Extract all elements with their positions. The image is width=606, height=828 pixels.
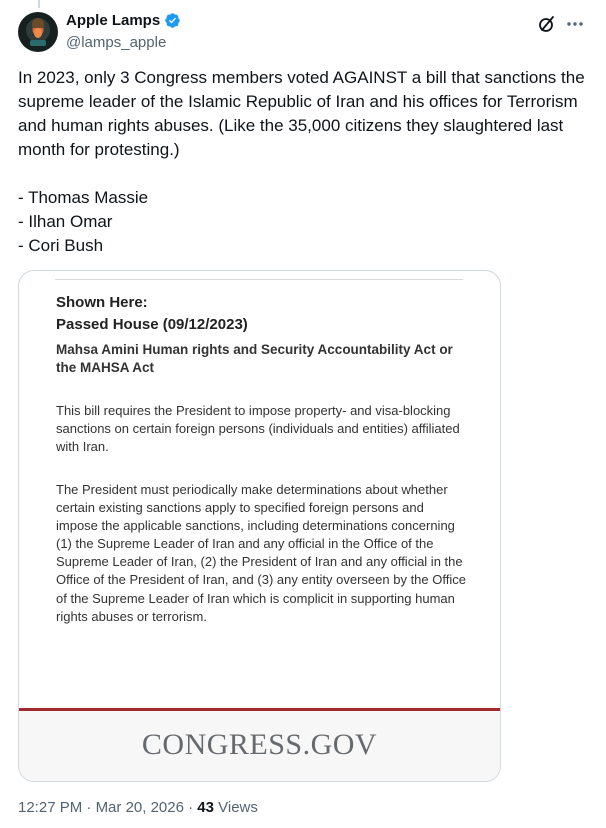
avatar[interactable]	[18, 12, 58, 52]
tweet-time[interactable]: 12:27 PM	[18, 799, 83, 816]
more-icon[interactable]	[565, 14, 585, 34]
tweet-text: In 2023, only 3 Congress members voted AGAINST a bill that sanctions the supreme leader of the Islamic Republic of Iran and his offices for Terrorism and human rights abuses. (Like the 35,000 citizens they slaughtered last month for protesting.) - Thomas Massie - Ilhan Omar - Cori Bush	[18, 68, 585, 255]
card-summary-paragraph-1: This bill requires the President to impose property- and visa-blocking sanctions on certain foreign persons (individuals and entities) affiliated with Iran.	[56, 403, 460, 454]
lamp-glow-shape	[34, 28, 42, 38]
lamp-shade-shape	[32, 18, 44, 28]
name-row	[66, 12, 181, 29]
lamp-base-shape	[30, 40, 46, 46]
attached-image-card[interactable]	[18, 270, 501, 782]
card-passed-house: Passed House (09/12/2023)	[56, 316, 248, 333]
tweet-header	[0, 0, 606, 64]
congress-gov-logo: CONGRESS.GOV	[141, 728, 378, 761]
meta-separator-2: ·	[183, 799, 198, 816]
card-act-title: Mahsa Amini Human rights and Security Accountability Act or the MAHSA Act	[56, 342, 453, 375]
views-count[interactable]: 43	[197, 799, 214, 816]
tweet-meta	[18, 799, 258, 816]
tweet-date[interactable]: Mar 20, 2026	[95, 799, 184, 816]
meta-separator: ·	[82, 799, 96, 816]
card-top-divider	[55, 279, 463, 280]
display-name[interactable]: Apple Lamps	[66, 12, 161, 29]
verified-badge-icon	[164, 12, 181, 29]
card-summary-paragraph-2: The President must periodically make determinations about whether certain existing sanctions apply to specified foreign persons and impose the applicable sanctions, including determinations concerning (1) the Supreme Leader of Iran and any official in the Office of the Supreme Leader of Iran, (2) the President of Iran and any official in the Office of the President of Iran, and (3) any entity overseen by the Office of the Supreme Leader of Iran which is complicit in supporting human rights abuses or terrorism.	[56, 482, 466, 624]
views-label: Views	[213, 799, 258, 816]
grok-icon[interactable]	[537, 14, 557, 34]
card-shown-here: Shown Here:	[56, 294, 148, 311]
user-handle[interactable]: @lamps_apple	[66, 34, 167, 51]
